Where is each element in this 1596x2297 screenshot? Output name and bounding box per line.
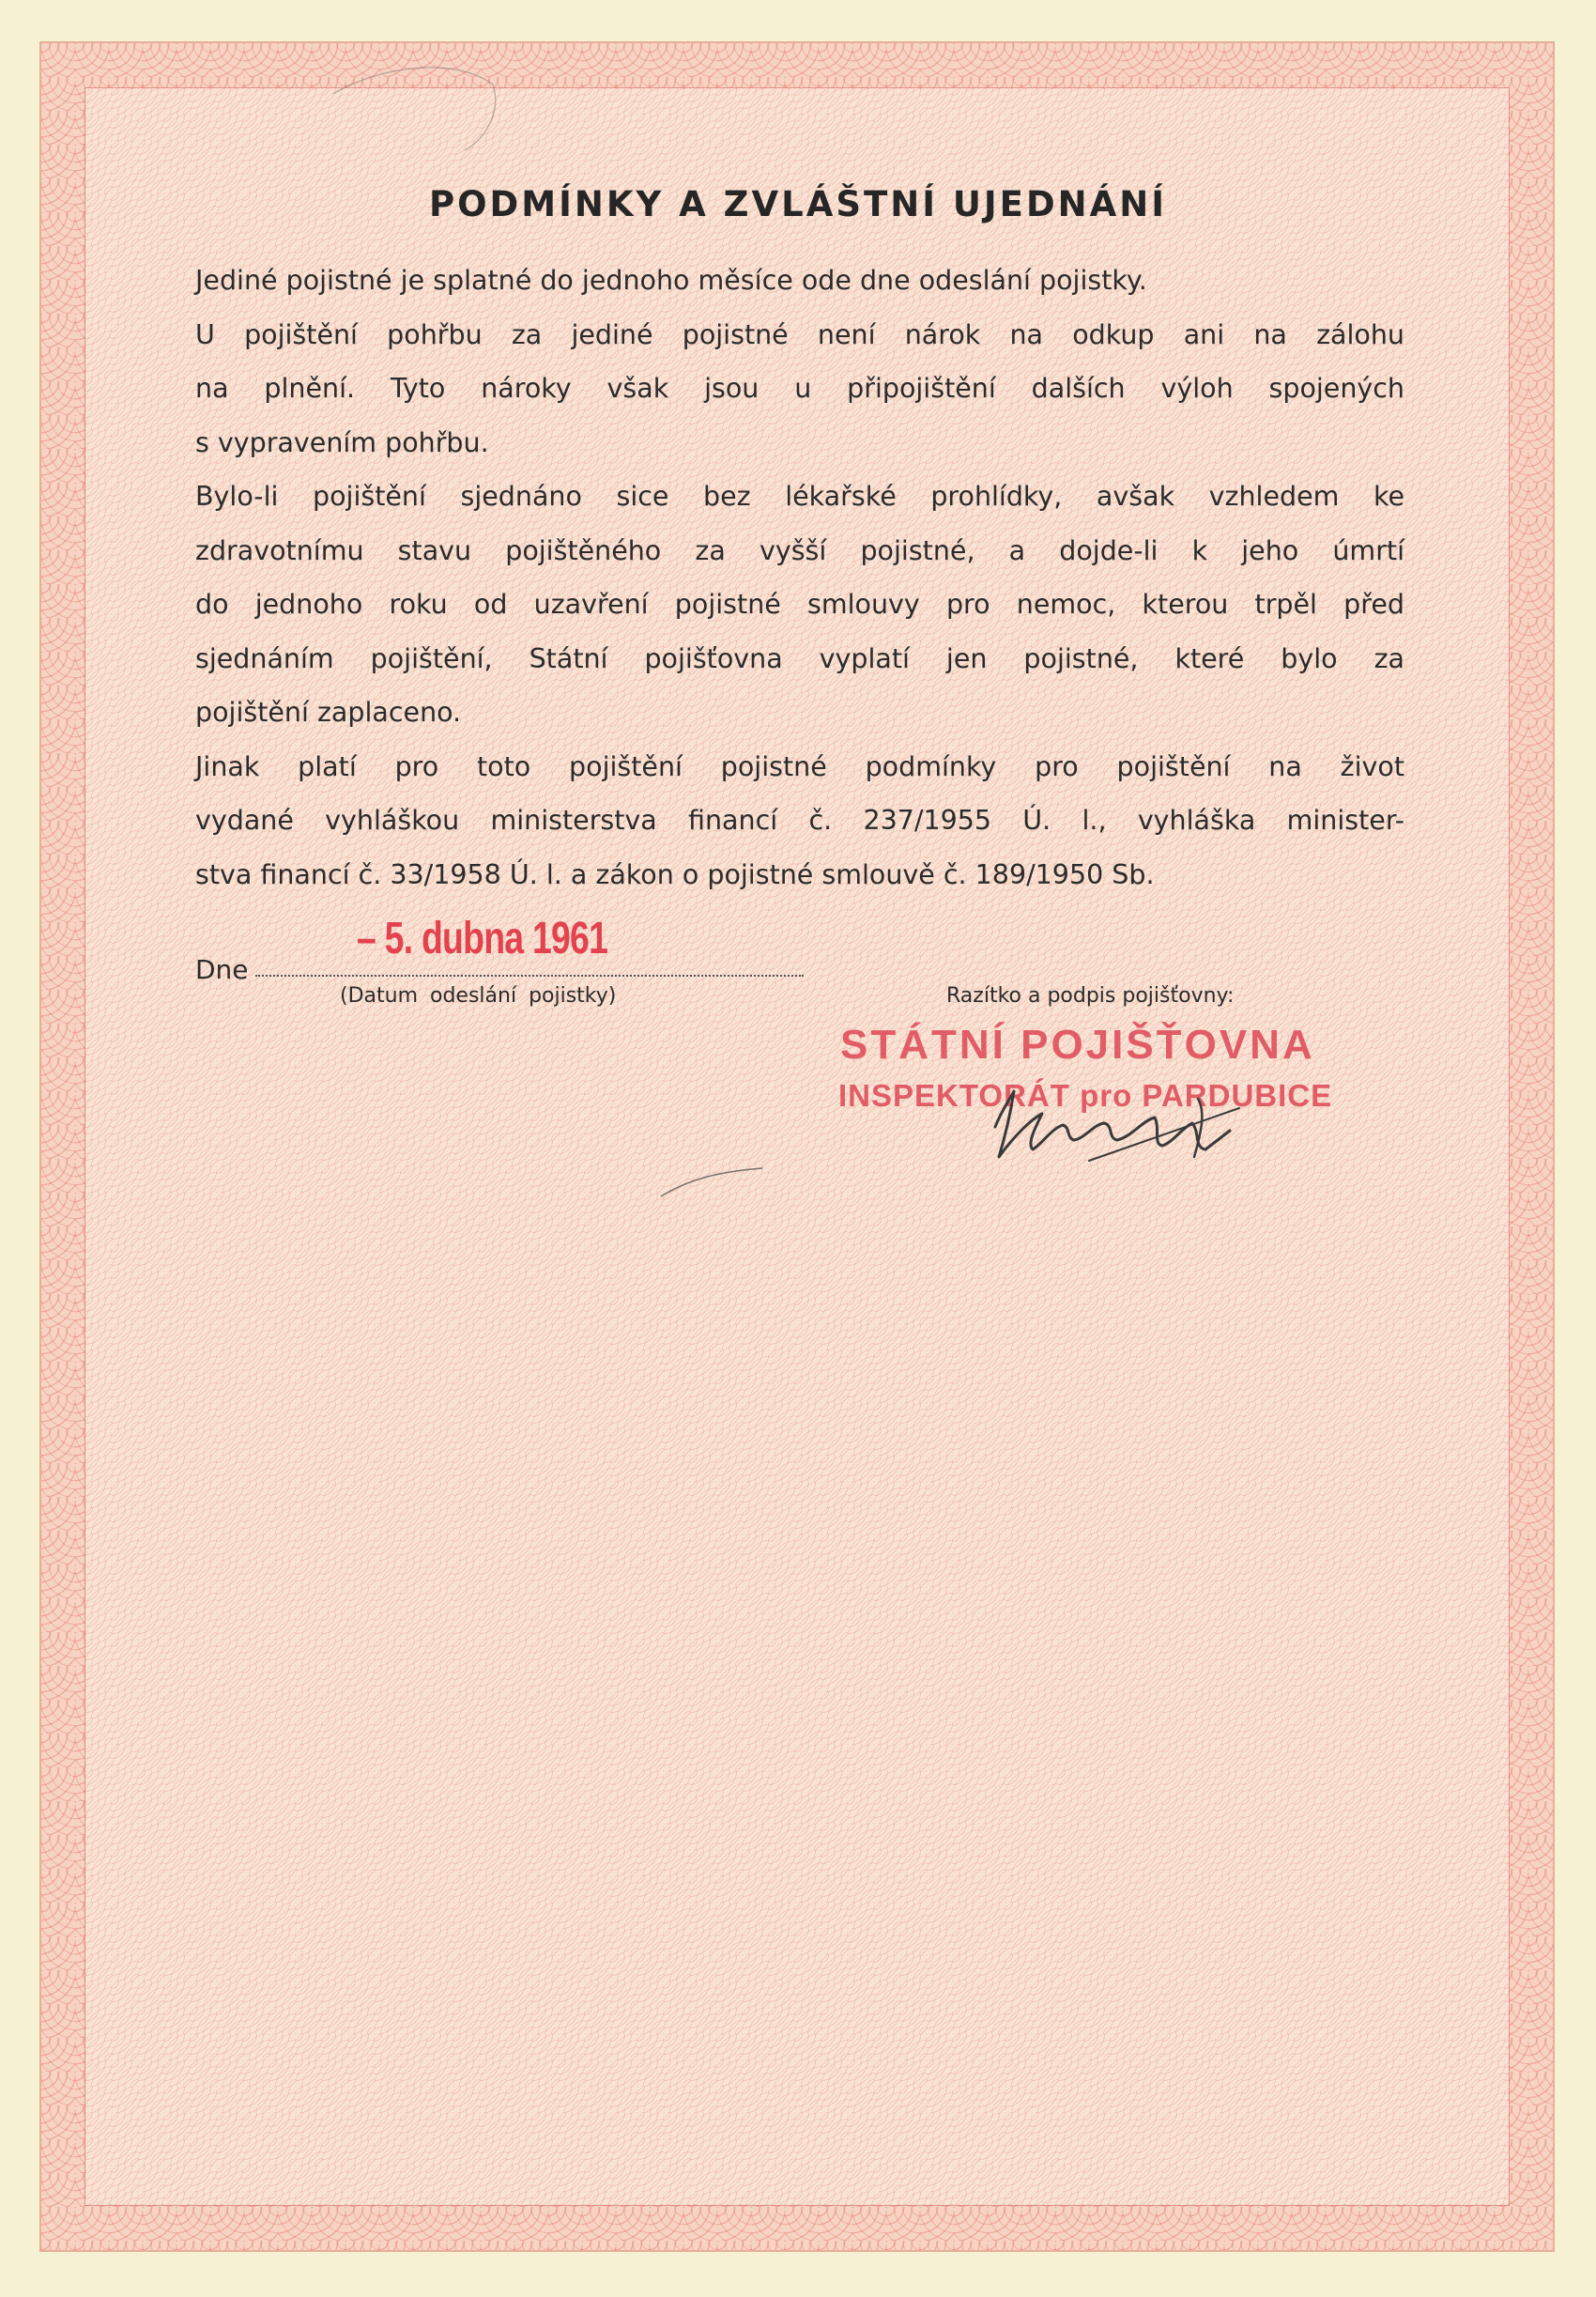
conditions-text	[195, 254, 1404, 902]
date-caption: (Datum odeslání pojistky)	[340, 984, 617, 1008]
text-line: stva financí č. 33/1958 Ú. l. a zákon o pojistné smlouvě č. 189/1950 Sb.	[195, 858, 1155, 890]
text-line: s vypravením pohřbu.	[195, 426, 489, 458]
paragraph-legal	[195, 740, 1404, 902]
text-line: Jinak platí pro toto pojištění pojistné podmínky pro pojištění na život	[195, 750, 1404, 782]
pencil-mark	[657, 1164, 770, 1202]
date-stamp: – 5. dubna 1961	[357, 914, 608, 964]
pencil-mark	[324, 56, 512, 160]
text-line: Jediné pojistné je splatné do jednoho měsíce ode dne odeslání pojistky.	[195, 265, 1147, 296]
text-line: vydané vyhláškou ministerstva financí č. 237/1955 Ú. l., vyhláška minister-	[195, 805, 1404, 836]
paragraph-funeral	[195, 308, 1404, 470]
date-label: Dne	[195, 954, 249, 985]
paragraph-medical	[195, 470, 1404, 740]
text-line: sjednáním pojištění, Státní pojišťovna vyplatí jen pojistné, které bylo za	[195, 642, 1404, 674]
text-line: na plnění. Tyto nároky však jsou u připojištění dalších výloh spojených	[195, 373, 1404, 404]
text-line: pojištění zaplaceno.	[195, 697, 462, 728]
text-line: Bylo-li pojištění sjednáno sice bez lékařské prohlídky, avšak vzhledem ke	[195, 481, 1404, 512]
page-title: PODMÍNKY A ZVLÁŠTNÍ UJEDNÁNÍ	[428, 184, 1167, 224]
text-line: zdravotnímu stavu pojištěného za vyšší pojistné, a dojde-li k jeho úmrtí	[195, 534, 1404, 566]
text-line: U pojištění pohřbu za jediné pojistné není nárok na odkup ani na zálohu	[195, 318, 1404, 350]
text-line: do jednoho roku od uzavření pojistné smlouvy pro nemoc, kterou trpěl před	[195, 589, 1404, 620]
company-stamp-name: STÁTNÍ POJIŠŤOVNA	[840, 1022, 1315, 1068]
paragraph-payment	[195, 254, 1404, 308]
company-stamp-office: INSPEKTORÁT pro PARDUBICE	[838, 1078, 1333, 1113]
handwritten-signature	[976, 1071, 1258, 1174]
date-dotted-line	[255, 975, 804, 977]
stamp-caption: Razítko a podpis pojišťovny:	[946, 984, 1235, 1008]
